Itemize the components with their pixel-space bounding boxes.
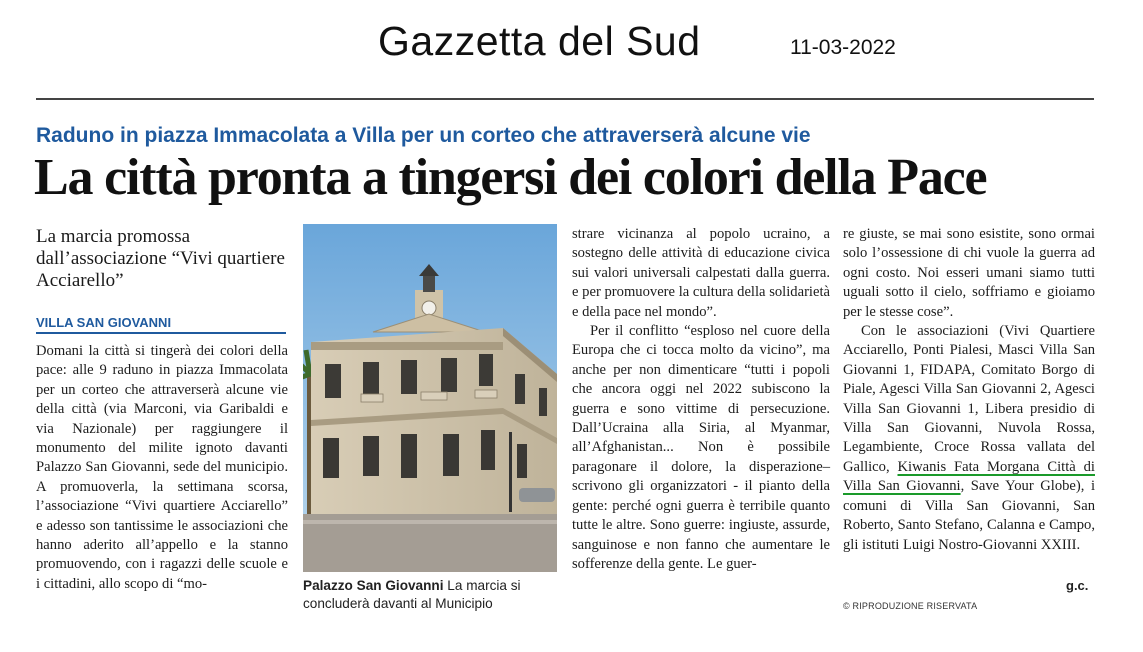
- column-4: [843, 225, 1095, 555]
- paragraph: Per il conflitto “esploso nel cuore della Europa che ci tocca molto da vicino”, ma anche per non dimenticare “tutti i popoli che ancora oggi nel 2022 subiscono la guerra e sono vittime di persecuzione. Dall’Ucraina alla Siria, al Myanmar, all’Afghanistan... Non è possibile paragonare il dolore, la disperazione–scrivono gli organizzatori - il pianto della gente: perché ogni guerra è terribile quanto tutte le altre. Sono guerre: ingiuste, assurde, sanguinose e non fanno che aumentare le sofferenze della gente. Le guer-: [572, 323, 830, 572]
- article-headline: La città pronta a tingersi dei colori della Pace: [34, 149, 987, 206]
- photo-caption: [303, 577, 559, 613]
- highlighted-association: Kiwanis Fata Morgana Città di Villa San Giovanni: [843, 458, 1095, 495]
- section-label: VILLA SAN GIOVANNI: [36, 315, 286, 334]
- paragraph-text: Con le associazioni (Vivi Quartiere Acciarello, Ponti Pialesi, Masci Villa San Giovanni 1, FIDAPA, Comitato Borgo di Piale, Agesci Villa San Giovanni 2, Agesci Villa San Giovanni 1, Libera presidio di Villa San Giovanni, Nuvola Rossa, Legambiente, Croce Rossa vallata del Gallico,: [843, 323, 1095, 475]
- article-kicker: Raduno in piazza Immacolata a Villa per un corteo che attraverserà alcune vie: [36, 124, 811, 147]
- paragraph: Domani la città si tingerà dei colori della pace: alle 9 raduno in piazza Immacolata per un corteo che attraverserà alcune vie della città (via Marconi, via Garibaldi e via Nazionale) per raggiungere il monumento del milite ignoto davanti Palazzo San Giovanni, sede del municipio. A promuoverla, la settimana scorsa, l’associazione “Vivi quartiere Acciarello” e adesso son tantissime le associazioni che hanno aderito all’appello e la stanno promuovendo, con i ragazzi delle scuole e i cittadini, allo scopo di “mo-: [36, 343, 288, 592]
- paragraph: re giuste, se mai sono esistite, sono ormai solo l’ossessione di chi vuole la guerra ad ogni costo. Noi esseri umani siamo tutti uguali sotto il cielo, soffriamo e gioiamo per le stesse cose”.: [843, 226, 1095, 320]
- author-signature: g.c.: [1066, 578, 1089, 593]
- photo-palazzo-san-giovanni: [303, 224, 557, 572]
- column-3: [572, 225, 830, 574]
- caption-title: Palazzo San Giovanni: [303, 578, 444, 593]
- copyright-notice: © RIPRODUZIONE RISERVATA: [843, 601, 978, 611]
- newspaper-masthead: Gazzetta del Sud: [378, 18, 701, 64]
- paragraph-text: , Save Your Globe), i comuni di Villa San Giovanni, San Roberto, Santo Stefano, Calanna e Campo, gli istituti Luigi Nostro-Giovanni XXIII.: [843, 478, 1095, 553]
- paragraph: [843, 322, 1095, 555]
- column-1: [36, 342, 288, 594]
- masthead-divider: [36, 98, 1094, 100]
- publication-date: 11-03-2022: [790, 36, 896, 59]
- article-deck: La marcia promossa dall’associazione “Vivi quartiere Acciarello”: [36, 226, 285, 291]
- caption-text: La marcia si concluderà davanti al Municipio: [303, 578, 521, 611]
- paragraph: strare vicinanza al popolo ucraino, a sostegno delle attività di educazione civica sui valori universali calpestati dalla guerra. e per promuovere la cultura della solidarietà e della pace nel mondo”.: [572, 226, 830, 320]
